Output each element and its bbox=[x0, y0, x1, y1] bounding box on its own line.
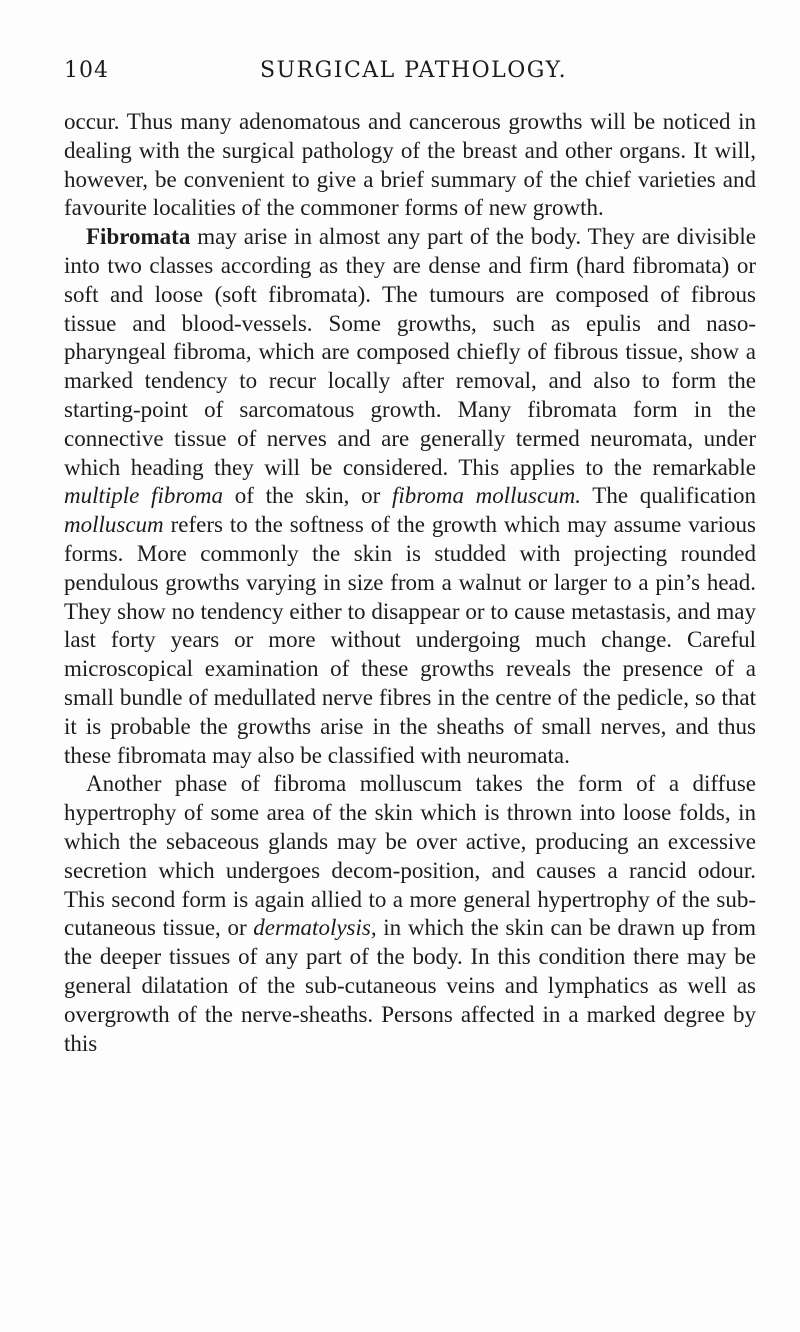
text-segment: Another phase of fibroma molluscum takes the form of a diffuse hypertrophy of some area of the skin which is thrown into loose folds, in which the sebaceous glands may be over active, producing an excessive secretion which undergoes decom-position, and causes a rancid odour. This second form is again allied to a more general hypertrophy of the sub-cutaneous tissue, or bbox=[64, 771, 756, 941]
italic-term: molluscum bbox=[64, 512, 164, 538]
italic-term: fibroma molluscum. bbox=[391, 483, 582, 509]
text-segment: The qualification bbox=[581, 483, 756, 509]
running-head: SURGICAL PATHOLOGY. bbox=[260, 58, 568, 83]
paragraph-continuation bbox=[64, 108, 756, 223]
italic-term: dermatolysis, bbox=[253, 915, 377, 941]
italic-term: multiple fibroma bbox=[64, 483, 224, 509]
paragraph-fibromata bbox=[64, 223, 756, 770]
body-text bbox=[64, 108, 756, 1058]
text-segment: refers to the softness of the growth which may assume various forms. More commonly the skin is studded with projecting rounded pendulous growths varying in size from a walnut or larger to a pin’s head. They show no tendency either to disappear or to cause metastasis, and may last forty years or more without undergoing much change. Careful microscopical examination of these growths reveals the presence of a small bundle of medullated nerve fibres in the centre of the pedicle, so that it is probable the growths arise in the sheaths of small nerves, and thus these fibromata may also be classified with neuromata. bbox=[64, 512, 756, 768]
page-number: 104 bbox=[64, 58, 109, 83]
text-segment: in which the skin can be drawn up from the deeper tissues of any part of the body. In this condition there may be general dilatation of the sub-cutaneous veins and lymphatics as well as overgrowth of the nerve-sheaths. Persons affected in a marked degree by this bbox=[64, 915, 756, 1056]
text-segment: of the skin, or bbox=[223, 483, 392, 509]
section-term-fibromata: Fibromata bbox=[86, 224, 191, 250]
page-header bbox=[64, 58, 754, 88]
text-segment: may arise in almost any part of the body. They are divisible into two classes according as they are dense and firm (hard fibromata) or soft and loose (soft fibromata). The tumours are composed of fibrous tissue and blood-vessels. Some growths, such as epulis and naso-pharyngeal fibroma, which are composed chiefly of fibrous tissue, show a marked tendency to recur locally after removal, and also to form the starting-point of sarcomatous growth. Many fibromata form in the connective tissue of nerves and are generally termed neuromata, under which heading they will be considered. This applies to the remarkable bbox=[64, 224, 756, 480]
paragraph-molluscum-phase bbox=[64, 770, 756, 1058]
text-segment: occur. Thus many adenomatous and cancerous growths will be noticed in dealing with the surgical pathology of the breast and other organs. It will, however, be convenient to give a brief summary of the chief varieties and favourite localities of the commoner forms of new growth. bbox=[64, 109, 756, 221]
